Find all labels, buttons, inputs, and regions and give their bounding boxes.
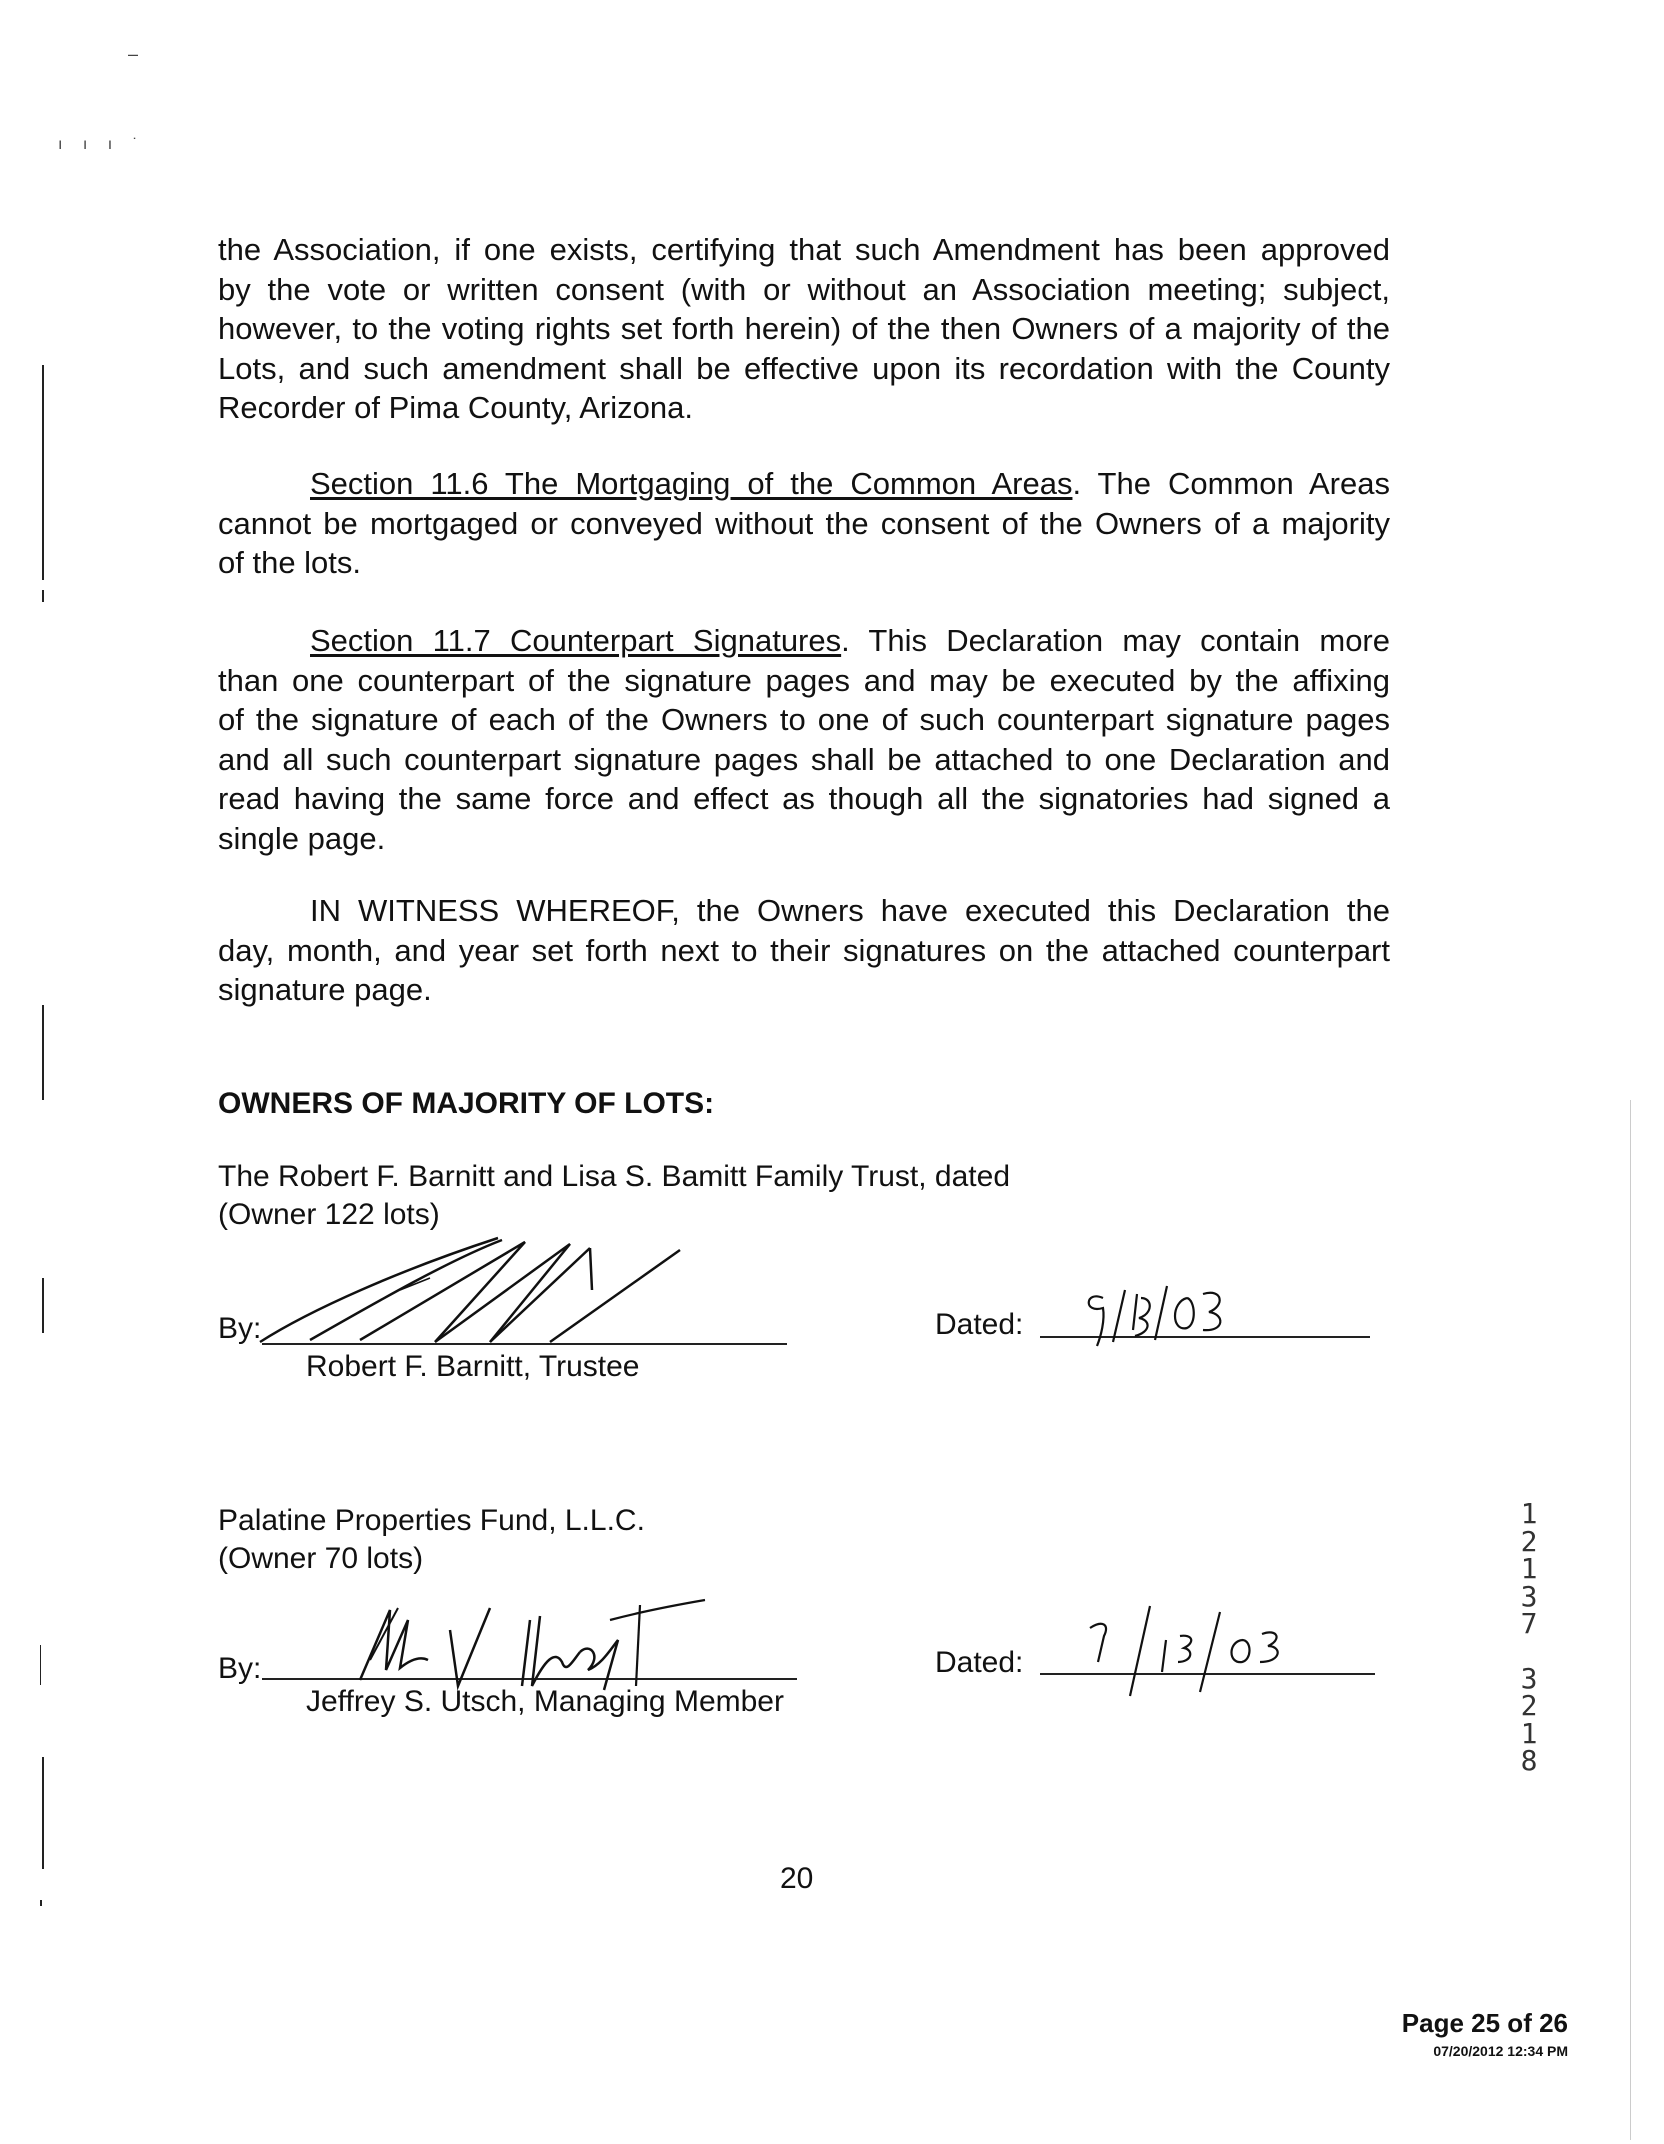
by-label: By: — [218, 1312, 262, 1345]
margin-tick — [40, 1645, 41, 1685]
stamp-gap — [1514, 1638, 1544, 1665]
stamp-digit: 1 — [1520, 1552, 1538, 1585]
print-timestamp: 07/20/2012 12:34 PM — [1433, 2043, 1568, 2059]
stamp-digit: 1 — [1520, 1716, 1538, 1750]
top-dash-mark: – — [128, 44, 139, 64]
text-line: the Association, if one exists, certifying that such Amendment has been approved — [218, 232, 1390, 267]
by-label: By: — [218, 1652, 262, 1685]
stamp-digit: 3 — [1520, 1661, 1538, 1695]
signer-name: Robert F. Barnitt, Trustee — [306, 1350, 640, 1383]
witness-paragraph — [218, 891, 1390, 1010]
owners-heading: OWNERS OF MAJORITY OF LOTS: — [218, 1087, 715, 1120]
text-line — [218, 621, 1390, 661]
margin-bar — [42, 1757, 44, 1869]
signature-image — [250, 1230, 710, 1370]
margin-bar — [42, 365, 44, 580]
amendment-paragraph — [218, 230, 1390, 428]
text-line: than one counterpart of the signature pages and may be executed by the affixing — [218, 662, 1390, 698]
signer-name: Jeffrey S. Utsch, Managing Member — [306, 1685, 784, 1718]
stamp-digit: 3 — [1520, 1579, 1538, 1613]
text-line: however, to the voting rights set forth herein) of the then Owners of a majority of the — [218, 311, 1390, 346]
page-number: 20 — [780, 1862, 814, 1895]
section-11-7-heading: Section 11.7 Counterpart Signatures — [310, 623, 842, 658]
handwritten-date — [1075, 1280, 1255, 1350]
text-line — [218, 464, 1390, 504]
text-line: IN WITNESS WHEREOF, the Owners have executed this Declaration the — [310, 893, 1390, 928]
dated-label: Dated: — [935, 1646, 1024, 1679]
top-dots-mark: ı ı ı ˙ — [58, 136, 146, 153]
stamp-digit: 7 — [1520, 1607, 1538, 1640]
stamp-digit: 1 — [1520, 1497, 1538, 1530]
text-line: by the vote or written consent (with or without an Association meeting; subject, — [218, 271, 1390, 307]
text-line: cannot be mortgaged or conveyed without the consent of the Owners of a majority — [218, 505, 1390, 541]
signer-entity: The Robert F. Barnitt and Lisa S. Bamitt Family Trust, dated — [218, 1160, 1010, 1193]
text-line: single page. — [218, 820, 386, 856]
signer-lots: (Owner 70 lots) — [218, 1542, 424, 1575]
text-fragment: . This Declaration may contain more — [841, 623, 1390, 658]
signer-entity: Palatine Properties Fund, L.L.C. — [218, 1504, 645, 1537]
stamp-digit: 2 — [1520, 1689, 1538, 1722]
margin-bar — [42, 1005, 44, 1100]
text-line: of the signature of each of the Owners to one of such counterpart signature pages — [218, 702, 1390, 737]
text-fragment: . The Common Areas — [1072, 466, 1390, 501]
signer-lots: (Owner 122 lots) — [218, 1198, 440, 1231]
text-line: signature page. — [218, 972, 432, 1007]
section-11-7-paragraph — [218, 621, 1390, 858]
margin-tick — [40, 1900, 42, 1906]
text-line: read having the same force and effect as though all the signatories had signed a — [218, 781, 1390, 816]
text-line: Recorder of Pima County, Arizona. — [218, 390, 693, 425]
margin-tick — [42, 590, 44, 602]
stamp-digit: 8 — [1520, 1744, 1538, 1777]
text-line: Lots, and such amendment shall be effective upon its recordation with the County — [218, 350, 1390, 386]
section-11-6-paragraph — [218, 464, 1390, 583]
page-count-label: Page 25 of 26 — [1401, 2008, 1568, 2038]
margin-bar — [42, 1278, 44, 1333]
text-line: and all such counterpart signature pages shall be attached to one Declaration and — [218, 741, 1390, 777]
handwritten-date — [1080, 1600, 1320, 1700]
scan-edge — [1630, 1100, 1631, 2140]
recording-stamp — [1514, 1497, 1544, 1777]
dated-label: Dated: — [935, 1308, 1024, 1341]
stamp-digit: 2 — [1520, 1524, 1538, 1558]
text-line: of the lots. — [218, 545, 362, 580]
section-11-6-heading: Section 11.6 The Mortgaging of the Common Areas — [310, 466, 1073, 501]
text-line: day, month, and year set forth next to their signatures on the attached counterpart — [218, 932, 1390, 968]
